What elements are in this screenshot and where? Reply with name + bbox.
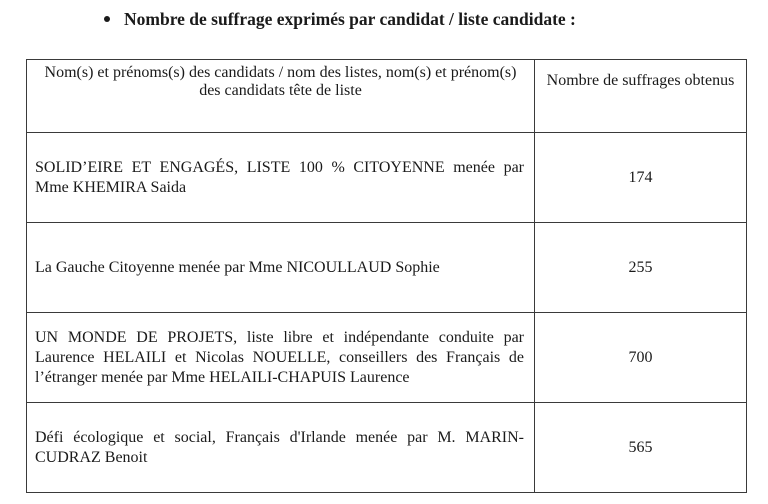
votes-count: 700 bbox=[535, 313, 747, 403]
table-row bbox=[27, 223, 747, 313]
votes-count: 174 bbox=[535, 133, 747, 223]
table-row bbox=[27, 313, 747, 403]
votes-count: 565 bbox=[535, 403, 747, 493]
candidate-list-name: UN MONDE DE PROJETS, liste libre et indépendante conduite par Laurence HELAILI et Nicolas NOUELLE, conseillers des Français de l’étranger menée par Mme HELAILI-CHAPUIS Laurence bbox=[27, 313, 535, 403]
table-header-row bbox=[27, 60, 747, 133]
results-table bbox=[26, 59, 747, 493]
candidate-list-name: SOLID’EIRE ET ENGAGÉS, LISTE 100 % CITOYENNE menée par Mme KHEMIRA Saida bbox=[27, 133, 535, 223]
bullet-icon bbox=[104, 16, 110, 22]
column-header-candidates: Nom(s) et prénoms(s) des candidats / nom des listes, nom(s) et prénom(s) des candidats tête de liste bbox=[27, 60, 535, 133]
candidate-list-name: La Gauche Citoyenne menée par Mme NICOULLAUD Sophie bbox=[27, 223, 535, 313]
candidate-list-name: Défi écologique et social, Français d'Irlande menée par M. MARIN-CUDRAZ Benoit bbox=[27, 403, 535, 493]
section-heading bbox=[104, 9, 576, 30]
column-header-votes: Nombre de suffrages obtenus bbox=[535, 60, 747, 133]
table-row bbox=[27, 133, 747, 223]
table-row bbox=[27, 403, 747, 493]
section-heading-text: Nombre de suffrage exprimés par candidat / liste candidate : bbox=[124, 9, 576, 29]
votes-count: 255 bbox=[535, 223, 747, 313]
